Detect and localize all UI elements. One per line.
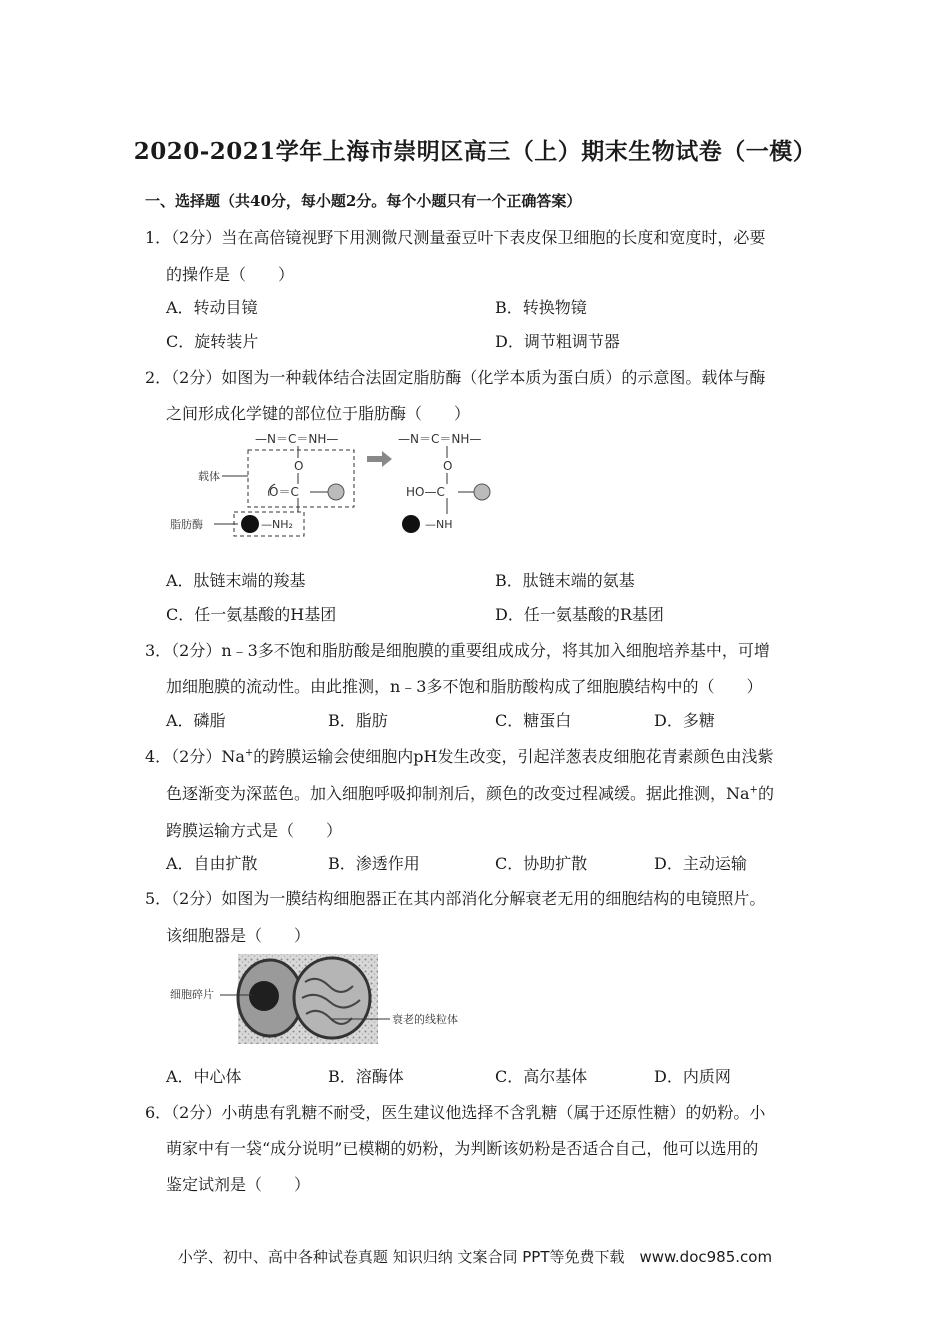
q3-line1: 3．（2分）n﹣3多不饱和脂肪酸是细胞膜的重要组成成分，将其加入细胞培养基中，可增 [145, 641, 770, 660]
cell-fragment-core [249, 981, 279, 1011]
lipase-immobilization-figure [160, 428, 520, 546]
right-nh-label: —NH [425, 518, 453, 531]
q1-option-d: D．调节粗调节器 [495, 332, 620, 351]
left-nh2-label: —NH₂ [261, 518, 293, 531]
q5-option-d: D．内质网 [654, 1067, 731, 1086]
reaction-arrow-icon [367, 451, 392, 467]
q5-option-c: C．高尔基体 [495, 1067, 588, 1086]
right-o-label: O [443, 459, 453, 473]
mitochondrion-vesicle [294, 958, 370, 1038]
q4-line2 [166, 781, 774, 804]
q4-option-d: D．主动运输 [654, 854, 747, 873]
q4-option-c: C．协助扩散 [495, 854, 588, 873]
q1-option-a: A．转动目镜 [166, 298, 258, 317]
left-r-group-ball [328, 484, 344, 500]
left-o-label: O [294, 459, 304, 473]
q2-line2: 之间形成化学键的部位位于脂肪酶（ ） [166, 404, 471, 423]
right-r-group-ball [474, 484, 490, 500]
q1-option-b: B．转换物镜 [495, 298, 587, 317]
q3-option-b: B．脂肪 [328, 711, 388, 730]
q4-line1 [145, 744, 774, 767]
q5-option-a: A．中心体 [166, 1067, 242, 1086]
q5-option-b: B．溶酶体 [328, 1067, 404, 1086]
q4-option-b: B．渗透作用 [328, 854, 420, 873]
q4-superscript-2: + [749, 784, 758, 796]
right-lipase-ball [402, 515, 420, 533]
q4-line2-start: 色逐渐变为深蓝色。加入细胞呼吸抑制剂后，颜色的改变过程减缓。据此推测，Na [166, 784, 750, 803]
q2-option-b: B．肽链末端的氨基 [495, 571, 635, 590]
q6-line3: 鉴定试剂是（ ） [166, 1175, 311, 1194]
q4-line2-end: 的 [757, 784, 774, 803]
q4-option-a: A．自由扩散 [166, 854, 258, 873]
q1-line2: 的操作是（ ） [166, 265, 295, 284]
q4-line1-end: 的跨膜运输会使细胞内pH发生改变，引起洋葱表皮细胞花青素颜色由浅紫 [253, 747, 774, 766]
left-oc-label: O＝C [269, 485, 299, 499]
lipase-label: 脂肪酶 [170, 518, 203, 531]
right-chain-label: —N＝C＝NH— [398, 432, 482, 446]
q2-option-a: A．肽链末端的羧基 [166, 571, 306, 590]
q4-line1-start: 4．（2分）Na [145, 747, 245, 766]
q2-option-d: D．任一氨基酸的R基团 [495, 605, 664, 624]
right-hoc-label: HO—C [406, 485, 445, 499]
q5-line1: 5．（2分）如图为一膜结构细胞器正在其内部消化分解衰老无用的细胞结构的电镜照片。 [145, 889, 766, 908]
q5-line2: 该细胞器是（ ） [166, 926, 311, 945]
footer-text: 小学、初中、高中各种试卷真题 知识归纳 文案合同 PPT等免费下载 www.doc985.com [177, 1248, 773, 1266]
q4-superscript-1: + [244, 747, 254, 759]
section-heading: 一、选择题（共40分，每小题2分。每个小题只有一个正确答案） [145, 192, 582, 210]
q6-line1: 6．（2分）小萌患有乳糖不耐受，医生建议他选择不含乳糖（属于还原性糖）的奶粉。小 [145, 1103, 766, 1122]
q2-option-c: C．任一氨基酸的H基团 [166, 605, 337, 624]
q1-option-c: C．旋转装片 [166, 332, 259, 351]
cell-fragment-label: 细胞碎片 [170, 988, 214, 1001]
left-chain-label: —N＝C＝NH— [255, 432, 339, 446]
page-title: 2020-2021学年上海市崇明区高三（上）期末生物试卷（一模） [133, 138, 817, 165]
q1-line1: 1．（2分）当在高倍镜视野下用测微尺测量蚕豆叶下表皮保卫细胞的长度和宽度时，必要 [145, 228, 766, 247]
aging-mitochondria-label: 衰老的线粒体 [392, 1013, 458, 1026]
q4-line3: 跨膜运输方式是（ ） [166, 821, 343, 840]
q3-option-c: C．糖蛋白 [495, 711, 572, 730]
q6-line2: 萌家中有一袋“成分说明”已模糊的奶粉，为判断该奶粉是否适合自己，他可以选用的 [166, 1139, 759, 1158]
q3-option-d: D．多糖 [654, 711, 715, 730]
q2-line1: 2．（2分）如图为一种载体结合法固定脂肪酶（化学本质为蛋白质）的示意图。载体与酶 [145, 368, 766, 387]
lysosome-micrograph-figure [160, 952, 480, 1048]
q3-option-a: A．磷脂 [166, 711, 226, 730]
q3-line2: 加细胞膜的流动性。由此推测，n﹣3多不饱和脂肪酸构成了细胞膜结构中的（ ） [166, 677, 763, 696]
carrier-label: 载体 [198, 470, 220, 483]
left-lipase-ball [241, 515, 259, 533]
